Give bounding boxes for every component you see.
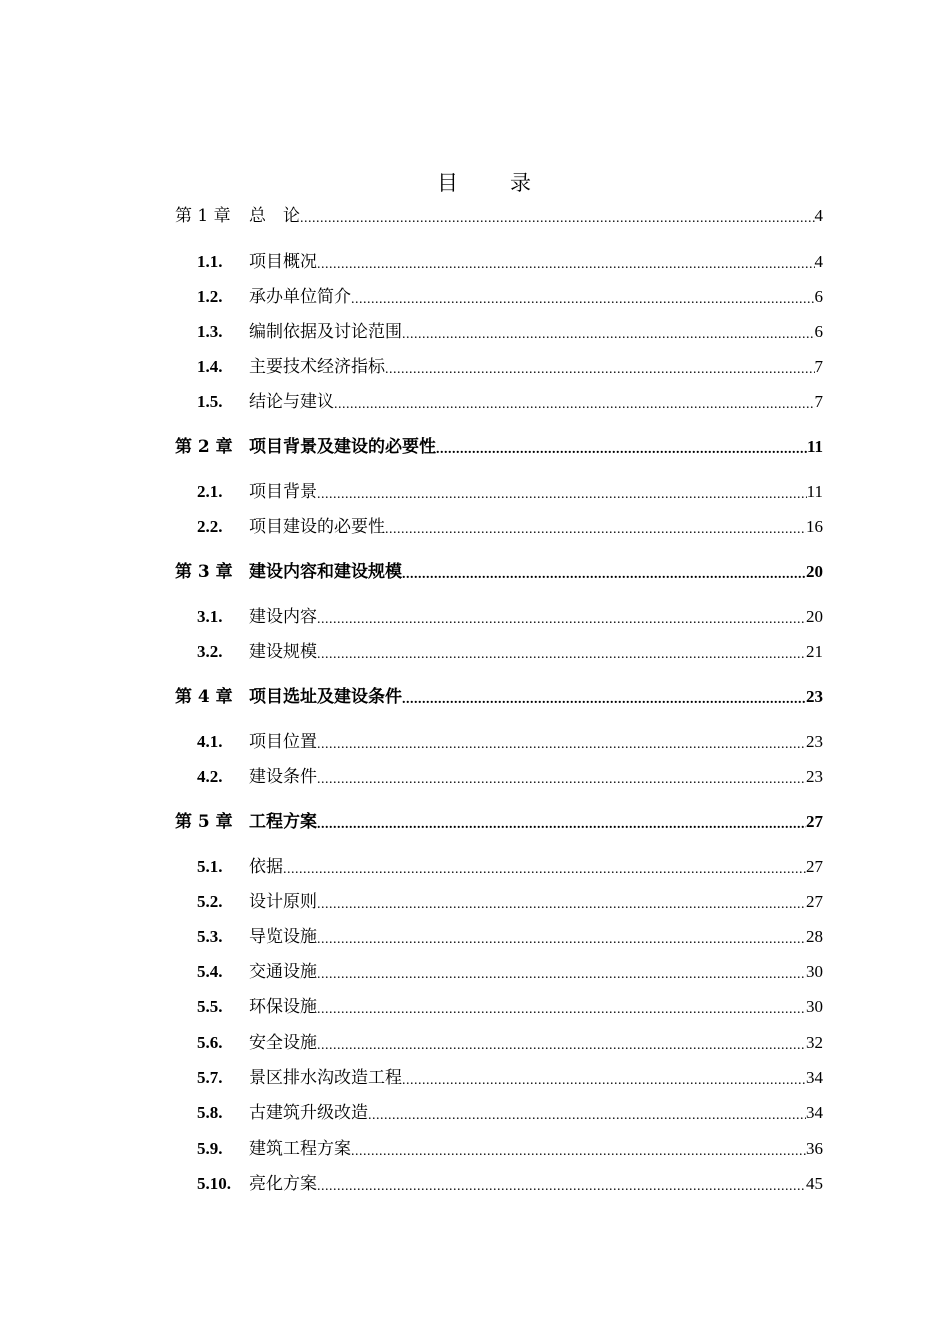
toc-section-entry[interactable]	[175, 889, 823, 915]
toc-dot-leader	[385, 514, 806, 540]
toc-section-entry[interactable]	[175, 1171, 823, 1197]
toc-section-entry[interactable]	[175, 319, 823, 345]
toc-section-entry[interactable]	[175, 604, 823, 630]
toc-dot-leader	[317, 604, 806, 630]
toc-entry-page-number: 11	[806, 482, 823, 501]
toc-dot-leader	[436, 434, 807, 460]
toc-entry-number: 4.1.	[197, 732, 223, 751]
toc-entry-page-number: 6	[814, 287, 823, 306]
toc-dot-leader	[317, 959, 806, 985]
toc-entry-page-number: 20	[806, 562, 823, 581]
toc-entry-page-number: 30	[806, 997, 823, 1016]
toc-entry-page-number: 4	[814, 206, 823, 225]
toc-entry-number: 4.2.	[197, 767, 223, 786]
toc-entry-page-number: 23	[806, 767, 823, 786]
toc-dot-leader	[300, 203, 815, 229]
toc-entry-number: 5.4.	[197, 962, 223, 981]
toc-entry-number: 2.1.	[197, 482, 223, 501]
toc-entry-page-number: 30	[806, 962, 823, 981]
toc-dot-leader	[402, 319, 815, 345]
toc-entry-page-number: 36	[806, 1139, 823, 1158]
toc-chapter-entry[interactable]	[175, 203, 823, 229]
toc-section-entry[interactable]	[175, 284, 823, 310]
toc-section-entry[interactable]	[175, 1030, 823, 1056]
toc-dot-leader	[334, 389, 815, 415]
toc-section-entry[interactable]	[175, 854, 823, 880]
toc-entry-number: 2.2.	[197, 517, 223, 536]
toc-dot-leader	[368, 1100, 806, 1126]
toc-dot-leader	[351, 1136, 806, 1162]
toc-entry-number: 5.9.	[197, 1139, 223, 1158]
toc-entry-title: 交通设施	[249, 962, 317, 982]
toc-entry-title: 项目建设的必要性	[249, 517, 385, 537]
toc-entry-title: 总 论	[249, 206, 300, 226]
toc-dot-leader	[317, 889, 806, 915]
toc-entry-title: 景区排水沟改造工程	[249, 1068, 402, 1088]
toc-dot-leader	[317, 1171, 806, 1197]
toc-section-entry[interactable]	[175, 354, 823, 380]
toc-entry-page-number: 6	[814, 322, 823, 341]
toc-entry-number: 5.10.	[197, 1174, 231, 1193]
toc-entry-title: 项目背景	[249, 482, 317, 502]
toc-entry-number: 5.7.	[197, 1068, 223, 1087]
toc-entry-page-number: 23	[806, 732, 823, 751]
toc-entry-title: 项目选址及建设条件	[249, 687, 402, 707]
toc-dot-leader	[402, 559, 806, 585]
toc-entry-title: 工程方案	[249, 812, 317, 832]
toc-entry-number: 5.6.	[197, 1033, 223, 1052]
toc-entry-title: 承办单位简介	[249, 287, 351, 307]
toc-entry-page-number: 4	[814, 252, 823, 271]
toc-entry-title: 项目概况	[249, 252, 317, 272]
toc-entry-title: 亮化方案	[249, 1174, 317, 1194]
toc-entry-page-number: 7	[814, 392, 823, 411]
toc-dot-leader	[351, 284, 815, 310]
toc-entry-number: 3.2.	[197, 642, 223, 661]
toc-dot-leader	[317, 764, 806, 790]
toc-entry-number: 5.5.	[197, 997, 223, 1016]
toc-section-entry[interactable]	[175, 639, 823, 665]
toc-dot-leader	[402, 684, 806, 710]
toc-section-entry[interactable]	[175, 764, 823, 790]
toc-chapter-entry[interactable]	[175, 559, 823, 585]
toc-entry-number: 5.3.	[197, 927, 223, 946]
toc-entry-number: 5.2.	[197, 892, 223, 911]
toc-entry-number: 第 2 章	[175, 437, 233, 457]
toc-entry-page-number: 23	[806, 687, 823, 706]
toc-entry-page-number: 27	[806, 857, 823, 876]
toc-entry-title: 依据	[249, 857, 283, 877]
toc-entry-page-number: 21	[806, 642, 823, 661]
toc-section-entry[interactable]	[175, 959, 823, 985]
toc-entry-page-number: 45	[806, 1174, 823, 1193]
toc-entry-number: 5.1.	[197, 857, 223, 876]
toc-section-entry[interactable]	[175, 1100, 823, 1126]
toc-entry-number: 1.1.	[197, 252, 223, 271]
toc-entry-page-number: 27	[806, 812, 823, 831]
toc-entry-number: 1.5.	[197, 392, 223, 411]
toc-entry-number: 第 5 章	[175, 812, 233, 832]
toc-entry-number: 1.2.	[197, 287, 223, 306]
toc-section-entry[interactable]	[175, 1065, 823, 1091]
toc-entry-title: 导览设施	[249, 927, 317, 947]
toc-entry-page-number: 16	[806, 517, 823, 536]
toc-dot-leader	[317, 809, 806, 835]
toc-dot-leader	[317, 924, 806, 950]
toc-entry-title: 建设条件	[249, 767, 317, 787]
toc-entry-title: 古建筑升级改造	[249, 1103, 368, 1123]
toc-entry-title: 项目背景及建设的必要性	[249, 437, 436, 457]
toc-entry-number: 1.3.	[197, 322, 223, 341]
toc-entry-page-number: 28	[806, 927, 823, 946]
toc-dot-leader	[317, 1030, 806, 1056]
toc-entry-title: 项目位置	[249, 732, 317, 752]
toc-chapter-entry[interactable]	[175, 684, 823, 710]
toc-entry-title: 结论与建议	[249, 392, 334, 412]
toc-entry-title: 主要技术经济指标	[249, 357, 385, 377]
toc-entry-title: 安全设施	[249, 1033, 317, 1053]
toc-entry-title: 建设内容和建设规模	[249, 562, 402, 582]
toc-entry-number: 5.8.	[197, 1103, 223, 1122]
toc-chapter-entry[interactable]	[175, 809, 823, 835]
toc-entry-number: 第 1 章	[175, 206, 231, 226]
toc-section-entry[interactable]	[175, 249, 823, 275]
toc-entry-page-number: 7	[814, 357, 823, 376]
toc-dot-leader	[385, 354, 815, 380]
toc-dot-leader	[317, 479, 807, 505]
toc-entry-page-number: 27	[806, 892, 823, 911]
toc-entry-number: 第 4 章	[175, 687, 233, 707]
toc-entry-page-number: 20	[806, 607, 823, 626]
toc-entry-number: 3.1.	[197, 607, 223, 626]
toc-section-entry[interactable]	[175, 994, 823, 1020]
toc-dot-leader	[317, 249, 815, 275]
toc-entry-page-number: 34	[806, 1068, 823, 1087]
toc-section-entry[interactable]	[175, 1136, 823, 1162]
toc-entry-title: 编制依据及讨论范围	[249, 322, 402, 342]
toc-entry-page-number: 11	[806, 437, 823, 456]
toc-entry-title: 建筑工程方案	[249, 1139, 351, 1159]
toc-section-entry[interactable]	[175, 924, 823, 950]
toc-section-entry[interactable]	[175, 729, 823, 755]
toc-dot-leader	[317, 994, 806, 1020]
toc-dot-leader	[317, 639, 806, 665]
toc-entry-page-number: 34	[806, 1103, 823, 1122]
toc-entry-title: 建设内容	[249, 607, 317, 627]
toc-entry-number: 1.4.	[197, 357, 223, 376]
toc-entry-number: 第 3 章	[175, 562, 233, 582]
toc-entry-title: 设计原则	[249, 892, 317, 912]
toc-entry-title: 建设规模	[249, 642, 317, 662]
toc-dot-leader	[317, 729, 806, 755]
toc-dot-leader	[402, 1065, 806, 1091]
toc-dot-leader	[283, 854, 806, 880]
toc-section-entry[interactable]	[175, 389, 823, 415]
toc-entry-page-number: 32	[806, 1033, 823, 1052]
toc-chapter-entry[interactable]	[175, 434, 823, 460]
toc-section-entry[interactable]	[175, 479, 823, 505]
toc-section-entry[interactable]	[175, 514, 823, 540]
toc-heading: 目录	[437, 171, 583, 195]
toc-entry-title: 环保设施	[249, 997, 317, 1017]
